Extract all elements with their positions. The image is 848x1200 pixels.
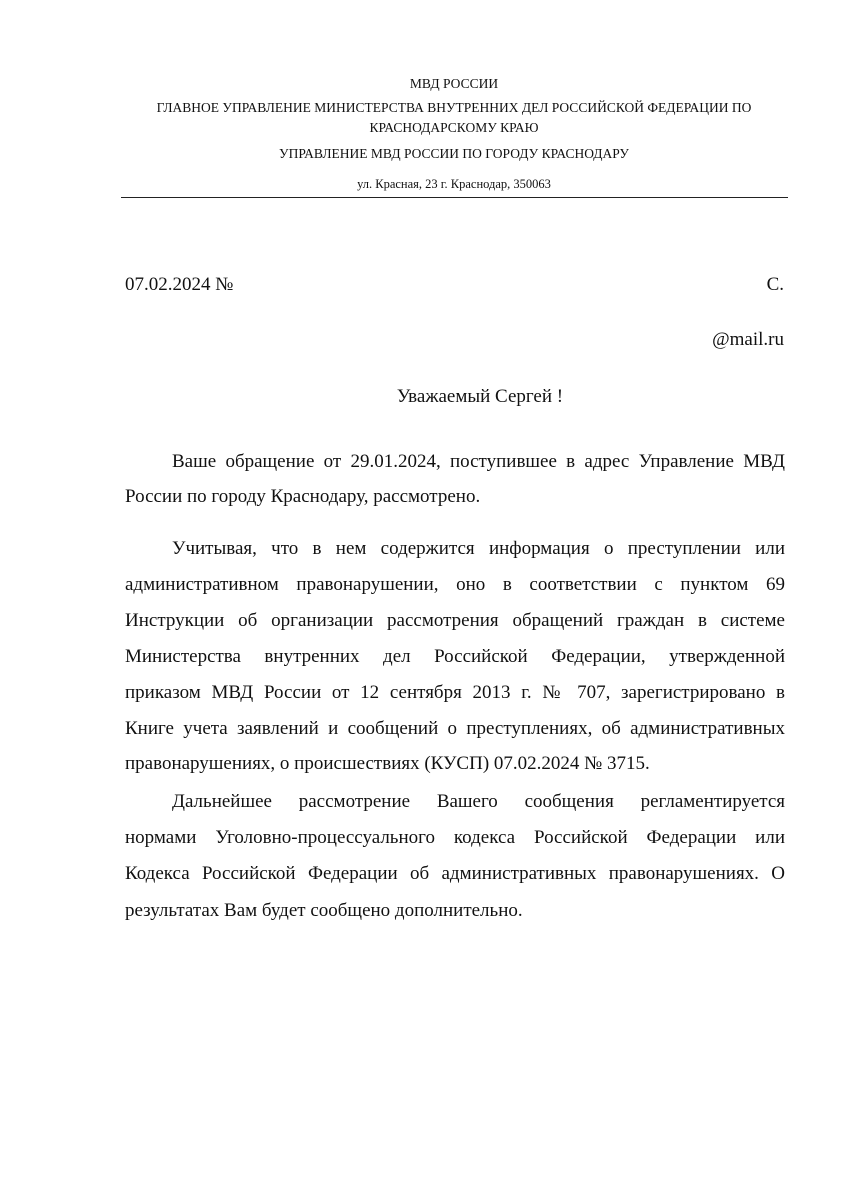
paragraph-line: Ваше обращение от 29.01.2024, поступившее в адрес Управление МВД	[172, 451, 785, 472]
paragraph-line: Инструкции об организации рассмотрения обращений граждан в системе	[125, 610, 785, 631]
paragraph-line: Дальнейшее рассмотрение Вашего сообщения регламентируется	[172, 791, 785, 812]
paragraph-line: результатах Вам будет сообщено дополнительно.	[125, 900, 523, 921]
recipient-initial: С.	[766, 274, 784, 295]
paragraph-line: нормами Уголовно-процессуального кодекса Российской Федерации или	[125, 827, 785, 848]
main-directorate-line-2: КРАСНОДАРСКОМУ КРАЮ	[369, 120, 539, 135]
recipient-email: @mail.ru	[712, 329, 784, 350]
paragraph-line: России по городу Краснодару, рассмотрено.	[125, 486, 481, 507]
header-divider	[121, 197, 788, 198]
date-number: 07.02.2024 №	[125, 274, 234, 295]
paragraph-line: правонарушениях, о происшествиях (КУСП) 07.02.2024 № 3715.	[125, 753, 650, 774]
directorate-name: УПРАВЛЕНИЕ МВД РОССИИ ПО ГОРОДУ КРАСНОДАРУ	[279, 146, 629, 161]
main-directorate-line-1: ГЛАВНОЕ УПРАВЛЕНИЕ МИНИСТЕРСТВА ВНУТРЕННИХ ДЕЛ РОССИЙСКОЙ ФЕДЕРАЦИИ ПО	[156, 100, 752, 115]
paragraph-line: Министерства внутренних дел Российской Федерации, утвержденной	[125, 646, 785, 667]
paragraph-line: Кодекса Российской Федерации об административных правонарушениях. О	[125, 863, 785, 884]
salutation: Уважаемый Сергей !	[396, 386, 564, 407]
paragraph-line: приказом МВД России от 12 сентября 2013 г. № 707, зарегистрировано в	[125, 682, 785, 703]
paragraph-line: Книге учета заявлений и сообщений о преступлениях, об административных	[125, 718, 785, 739]
address: ул. Красная, 23 г. Краснодар, 350063	[357, 177, 551, 191]
paragraph-line: административном правонарушении, оно в соответствии с пунктом 69	[125, 574, 785, 595]
ministry-name: МВД РОССИИ	[409, 76, 499, 91]
paragraph-line: Учитывая, что в нем содержится информация о преступлении или	[172, 538, 785, 559]
